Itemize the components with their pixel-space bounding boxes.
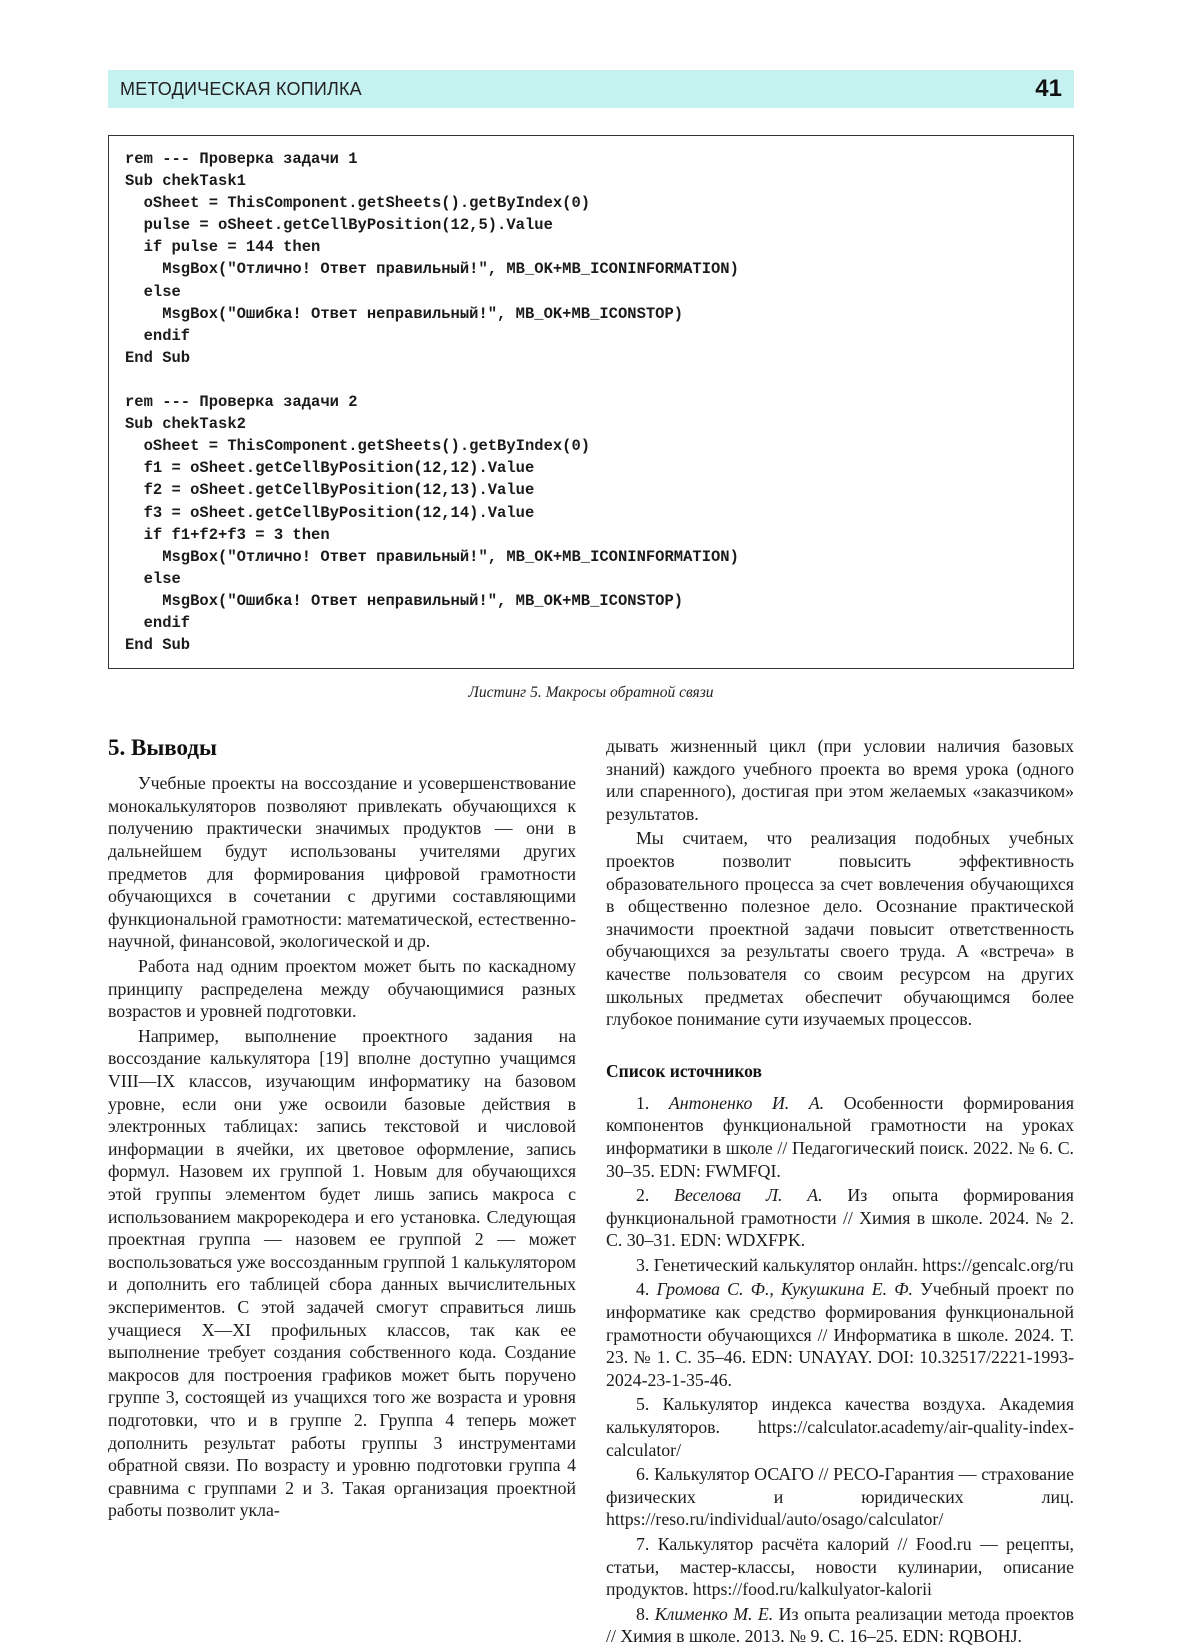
- code-line: MsgBox("Ошибка! Ответ неправильный!", MB_OK+MB_ICONSTOP): [125, 304, 684, 323]
- reference-number: 2.: [636, 1185, 675, 1206]
- reference-item: [606, 1254, 1074, 1277]
- reference-number: 5.: [636, 1394, 663, 1415]
- reference-text: Калькулятор ОСАГО // РЕСО-Гарантия — страхование физических и юридических лиц. https://reso.ru/individual/auto/osago/calculator/: [606, 1464, 1074, 1530]
- journal-section-title: МЕТОДИЧЕСКАЯ КОПИЛКА: [120, 78, 362, 99]
- code-line: pulse = oSheet.getCellByPosition(12,5).Value: [125, 216, 553, 235]
- reference-text: Из опыта реализации метода проектов // Химия в школе. 2013. № 9. С. 16–25. EDN: RQBOHJ.: [606, 1603, 1075, 1647]
- paragraph: дывать жизненный цикл (при условии наличия базовых знаний) каждого учебного проекта во время урока (одного или спаренного), достигая при этом желаемых «заказчиком» результатов.: [606, 736, 1074, 824]
- reference-item: [606, 1393, 1074, 1461]
- code-line: rem --- Проверка задачи 1: [125, 150, 358, 168]
- running-header: [108, 70, 1074, 108]
- code-line: if f1+f2+f3 = 3 then: [125, 525, 330, 544]
- right-column: [606, 735, 1074, 1648]
- reference-item: [606, 1463, 1074, 1531]
- reference-number: 8.: [636, 1603, 655, 1624]
- code-line: f3 = oSheet.getCellByPosition(12,14).Value: [125, 503, 535, 522]
- paragraph: Мы считаем, что реализация подобных учебных проектов позволит повысить эффективность образовательного процесса за счет вовлечения обучающихся в общественно полезное дело. Осознание практической значимости проектной задачи повысит ответственность обучающихся за результаты своего труда. А «встреча» в качестве пользователя со своим ресурсом на других школьных предметах обеспечит обучающимся более глубокое понимание сути изучаемых процессов.: [606, 828, 1074, 1030]
- code-line: endif: [125, 326, 191, 345]
- reference-item: [606, 1533, 1074, 1601]
- left-column: [108, 735, 576, 1522]
- references-heading: Список источников: [606, 1060, 762, 1081]
- code-line: MsgBox("Ошибка! Ответ неправильный!", MB_OK+MB_ICONSTOP): [125, 591, 684, 610]
- code-line: else: [125, 282, 181, 301]
- reference-number: 6.: [636, 1464, 655, 1485]
- code-line: if pulse = 144 then: [125, 238, 321, 257]
- reference-text: Генетический калькулятор онлайн. https://gencalc.org/ru: [653, 1254, 1074, 1275]
- page-number: 41: [1035, 75, 1062, 102]
- reference-text: Особенности формирования компонентов функциональной грамотности на уроках информатики в школе // Педагогический поиск. 2022. № 6. С. 30–35. EDN: FWMFQI.: [606, 1092, 1074, 1181]
- code-line: Sub chekTask2: [125, 415, 246, 434]
- references-list: [606, 1092, 1074, 1648]
- code-line: [125, 369, 1057, 391]
- reference-authors: Клименко М. Е.: [654, 1603, 774, 1624]
- reference-number: 7.: [636, 1534, 658, 1554]
- code-line: Sub chekTask1: [125, 172, 246, 191]
- code-line: rem --- Проверка задачи 2: [125, 393, 358, 412]
- reference-text: Калькулятор индекса качества воздуха. Академия калькуляторов. https://calculator.academy/air-quality-index-calculator/: [606, 1394, 1074, 1460]
- reference-authors: Громова С. Ф., Кукушкина Е. Ф.: [656, 1279, 913, 1300]
- code-line: f1 = oSheet.getCellByPosition(12,12).Value: [125, 459, 535, 478]
- reference-number: 3.: [636, 1254, 654, 1275]
- code-listing: [108, 135, 1074, 669]
- reference-item: [606, 1184, 1074, 1252]
- reference-number: 4.: [636, 1279, 657, 1300]
- code-line: oSheet = ThisComponent.getSheets().getByIndex(0): [125, 437, 591, 456]
- code-line: End Sub: [125, 636, 191, 655]
- paragraph: Учебные проекты на воссоздание и усовершенствование монокалькуляторов позволяют привлекать обучающихся к получению практически значимых продуктов — они в дальнейшем будут использованы учителями других предметов для формирования цифровой грамотности обучающихся в сочетании с другими составляющими функциональной грамотности: математической, естественно-научной, финансовой, экологической и др.: [108, 773, 576, 952]
- reference-item: [606, 1603, 1074, 1648]
- reference-authors: Антоненко И. А.: [668, 1092, 825, 1113]
- reference-item: [606, 1092, 1074, 1182]
- reference-item: [606, 1278, 1074, 1391]
- code-line: else: [125, 569, 181, 588]
- code-line: oSheet = ThisComponent.getSheets().getByIndex(0): [125, 194, 591, 213]
- paragraph: Работа над одним проектом может быть по каскадному принципу распределена между обучающимися разных возрастов и уровней подготовки.: [108, 956, 576, 1022]
- code-line: MsgBox("Отлично! Ответ правильный!", MB_OK+MB_ICONINFORMATION): [125, 260, 739, 279]
- reference-number: 1.: [636, 1092, 669, 1113]
- listing-caption: Листинг 5. Макросы обратной связи: [468, 684, 714, 701]
- code-line: endif: [125, 613, 191, 632]
- reference-text: Из опыта формирования функциональной грамотности // Химия в школе. 2024. № 2. С. 30–31. EDN: WDXFPK.: [606, 1185, 1074, 1251]
- code-line: f2 = oSheet.getCellByPosition(12,13).Value: [125, 481, 535, 500]
- code-line: End Sub: [125, 348, 191, 367]
- code-line: MsgBox("Отлично! Ответ правильный!", MB_OK+MB_ICONINFORMATION): [125, 547, 739, 566]
- reference-text: Калькулятор расчёта калорий // Food.ru — рецепты, статьи, мастер-классы, новости кулинарии, описание продуктов. https://food.ru/kalkulyator-kalorii: [606, 1534, 1074, 1600]
- paragraph: Например, выполнение проектного задания на воссоздание калькулятора [19] вполне доступно учащимся VIII—IX классов, изучающим информатику на базовом уровне, если они уже освоили базовые действия в электронных таблицах: запись текстовой и числовой информации в ячейки, их цветовое оформление, запись формул. Назовем их группой 1. Новым для обучающихся этой группы элементом будет лишь запись макроса с использованием макрорекодера и его установка. Следующая проектная группа — назовем ее группой 2 — может воспользоваться уже воссозданным группой 1 калькулятором и дополнить его таблицей сбора данных вычислительных экспериментов. С этой задачей смогут справиться лишь учащиеся X—XI профильных классов, так как ее выполнение требует создания собственного кода. Создание макросов для построения графиков может быть поручено группе 3, состоящей из учащихся того же возраста и уровня подготовки, что и в группе 2. Группа 4 теперь может дополнить результат работы группы 3 инструментами обратной связи. По возрасту и уровню подготовки группа 4 сравнима с группами 2 и 3. Такая организация проектной работы позволит укла-: [108, 1025, 576, 1521]
- section-heading: 5. Выводы: [108, 735, 217, 760]
- reference-text: Учебный проект по информатике как средство формирования функциональной грамотности обучающихся // Информатика в школе. 2024. Т. 23. № 1. С. 35–46. EDN: UNAYAY. DOI: 10.32517/2221-1993-2024-23-1-35-46.: [606, 1279, 1075, 1390]
- reference-authors: Веселова Л. А.: [674, 1185, 823, 1206]
